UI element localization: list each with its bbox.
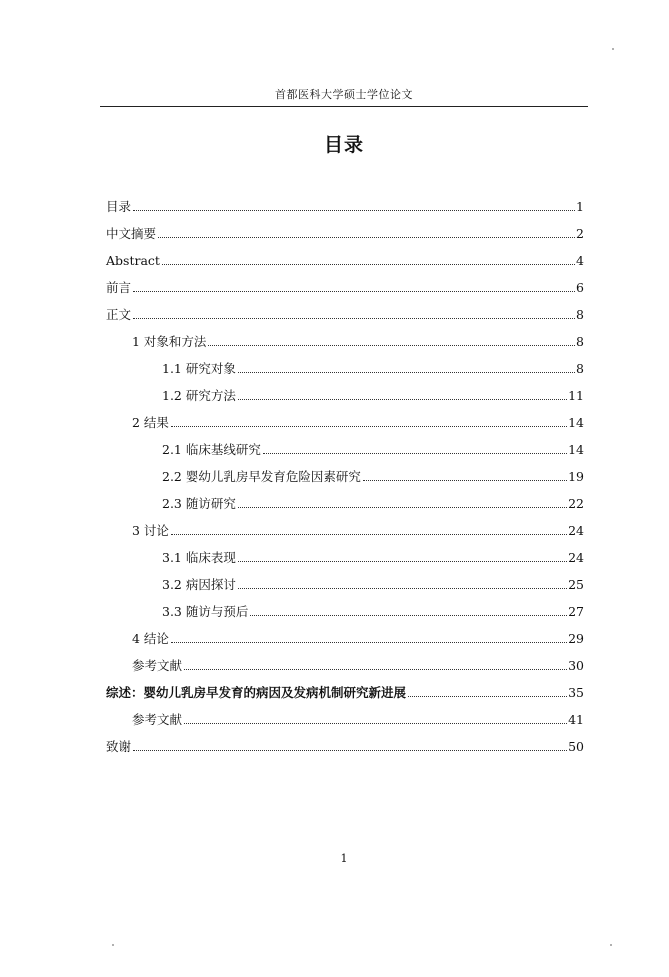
dot-leader xyxy=(238,399,567,400)
toc-entry-page: 1 xyxy=(576,199,584,214)
toc-entry-label: 参考文献 xyxy=(132,658,183,673)
toc-entry-preface[interactable] xyxy=(106,269,584,296)
dot-leader xyxy=(363,480,567,481)
toc-entry-references[interactable] xyxy=(106,647,584,674)
dot-leader xyxy=(184,723,567,724)
toc-entry-3-2[interactable] xyxy=(106,566,584,593)
running-header: 首都医科大学硕士学位论文 xyxy=(275,88,413,101)
dot-leader xyxy=(171,534,567,535)
dot-leader xyxy=(184,669,567,670)
dot-leader xyxy=(133,210,575,211)
toc-entry-main-text[interactable] xyxy=(106,296,584,323)
toc-entry-subjects-methods[interactable] xyxy=(106,323,584,350)
toc-entry-page: 8 xyxy=(576,361,584,376)
toc-entry-page: 11 xyxy=(568,388,584,403)
toc-entry-page: 25 xyxy=(568,577,584,592)
toc-entry-label: 2 结果 xyxy=(132,415,169,430)
toc-entry-3-1[interactable] xyxy=(106,539,584,566)
dot-leader xyxy=(171,642,567,643)
page-number: 1 xyxy=(340,852,348,865)
dot-leader xyxy=(238,372,575,373)
toc-entry-2-1[interactable] xyxy=(106,431,584,458)
toc-entry-3-3[interactable] xyxy=(106,593,584,620)
toc-entry-label: 致谢 xyxy=(106,739,132,754)
toc-entry-page: 41 xyxy=(568,712,584,727)
toc-entry-contents[interactable] xyxy=(106,188,584,215)
toc-entry-page: 14 xyxy=(568,442,584,457)
toc-entry-label: 3.2 病因探讨 xyxy=(162,577,236,592)
toc-entry-acknowledgements[interactable] xyxy=(106,728,584,755)
toc-entry-2-3[interactable] xyxy=(106,485,584,512)
toc-entry-label: 2.1 临床基线研究 xyxy=(162,442,261,457)
toc-entry-page: 8 xyxy=(576,334,584,349)
dot-leader xyxy=(133,291,575,292)
toc-entry-review-references[interactable] xyxy=(106,701,584,728)
toc-entry-2-2[interactable] xyxy=(106,458,584,485)
toc-entry-discussion[interactable] xyxy=(106,512,584,539)
toc-entry-page: 19 xyxy=(568,469,584,484)
toc-entry-label: Abstract xyxy=(106,253,160,268)
scan-speck xyxy=(610,944,612,946)
toc-entry-page: 24 xyxy=(568,523,584,538)
toc-entry-1-1[interactable] xyxy=(106,350,584,377)
toc-entry-abstract[interactable] xyxy=(106,242,584,269)
toc-entry-label: 2.3 随访研究 xyxy=(162,496,236,511)
dot-leader xyxy=(208,345,575,346)
toc-entry-label: 1.2 研究方法 xyxy=(162,388,236,403)
dot-leader xyxy=(133,318,575,319)
dot-leader xyxy=(238,588,567,589)
scan-speck xyxy=(612,48,614,50)
toc-entry-page: 4 xyxy=(576,253,584,268)
toc-entry-page: 2 xyxy=(576,226,584,241)
toc-title: 目录 xyxy=(323,134,364,156)
toc-entry-label: 3.3 随访与预后 xyxy=(162,604,249,619)
toc-entry-label: 1.1 研究对象 xyxy=(162,361,236,376)
toc-entry-chinese-abstract[interactable] xyxy=(106,215,584,242)
toc-entry-page: 24 xyxy=(568,550,584,565)
toc-entry-label: 1 对象和方法 xyxy=(132,334,207,349)
toc-entry-page: 27 xyxy=(568,604,584,619)
toc-entry-conclusion[interactable] xyxy=(106,620,584,647)
toc-entry-label: 中文摘要 xyxy=(106,226,157,241)
toc-entry-1-2[interactable] xyxy=(106,377,584,404)
toc-entry-page: 8 xyxy=(576,307,584,322)
dot-leader xyxy=(133,750,567,751)
dot-leader xyxy=(238,561,567,562)
scan-speck xyxy=(112,944,114,946)
dot-leader xyxy=(158,237,575,238)
header-rule xyxy=(100,106,588,107)
dot-leader xyxy=(263,453,567,454)
toc-entry-label: 3.1 临床表现 xyxy=(162,550,236,565)
toc-entry-results[interactable] xyxy=(106,404,584,431)
toc-entry-page: 30 xyxy=(568,658,584,673)
toc-entry-page: 29 xyxy=(568,631,584,646)
toc-entry-label: 目录 xyxy=(106,199,132,214)
toc-entry-page: 14 xyxy=(568,415,584,430)
toc-entry-label: 4 结论 xyxy=(132,631,169,646)
toc-entry-label: 正文 xyxy=(106,307,132,322)
toc-entry-label: 参考文献 xyxy=(132,712,183,727)
toc-entry-label: 前言 xyxy=(106,280,132,295)
dot-leader xyxy=(408,696,567,697)
toc-entry-page: 50 xyxy=(568,739,584,754)
dot-leader xyxy=(171,426,567,427)
toc-entry-label: 3 讨论 xyxy=(132,523,169,538)
dot-leader xyxy=(162,264,575,265)
toc-entry-page: 35 xyxy=(568,685,584,700)
toc-entry-page: 6 xyxy=(576,280,584,295)
dot-leader xyxy=(238,507,567,508)
dot-leader xyxy=(250,615,567,616)
toc-entry-page: 22 xyxy=(568,496,584,511)
toc-entry-review[interactable] xyxy=(106,674,584,701)
toc-entry-label: 综述：婴幼儿乳房早发育的病因及发病机制研究新进展 xyxy=(106,685,407,700)
toc-entry-label: 2.2 婴幼儿乳房早发育危险因素研究 xyxy=(162,469,361,484)
toc-list xyxy=(106,188,584,755)
